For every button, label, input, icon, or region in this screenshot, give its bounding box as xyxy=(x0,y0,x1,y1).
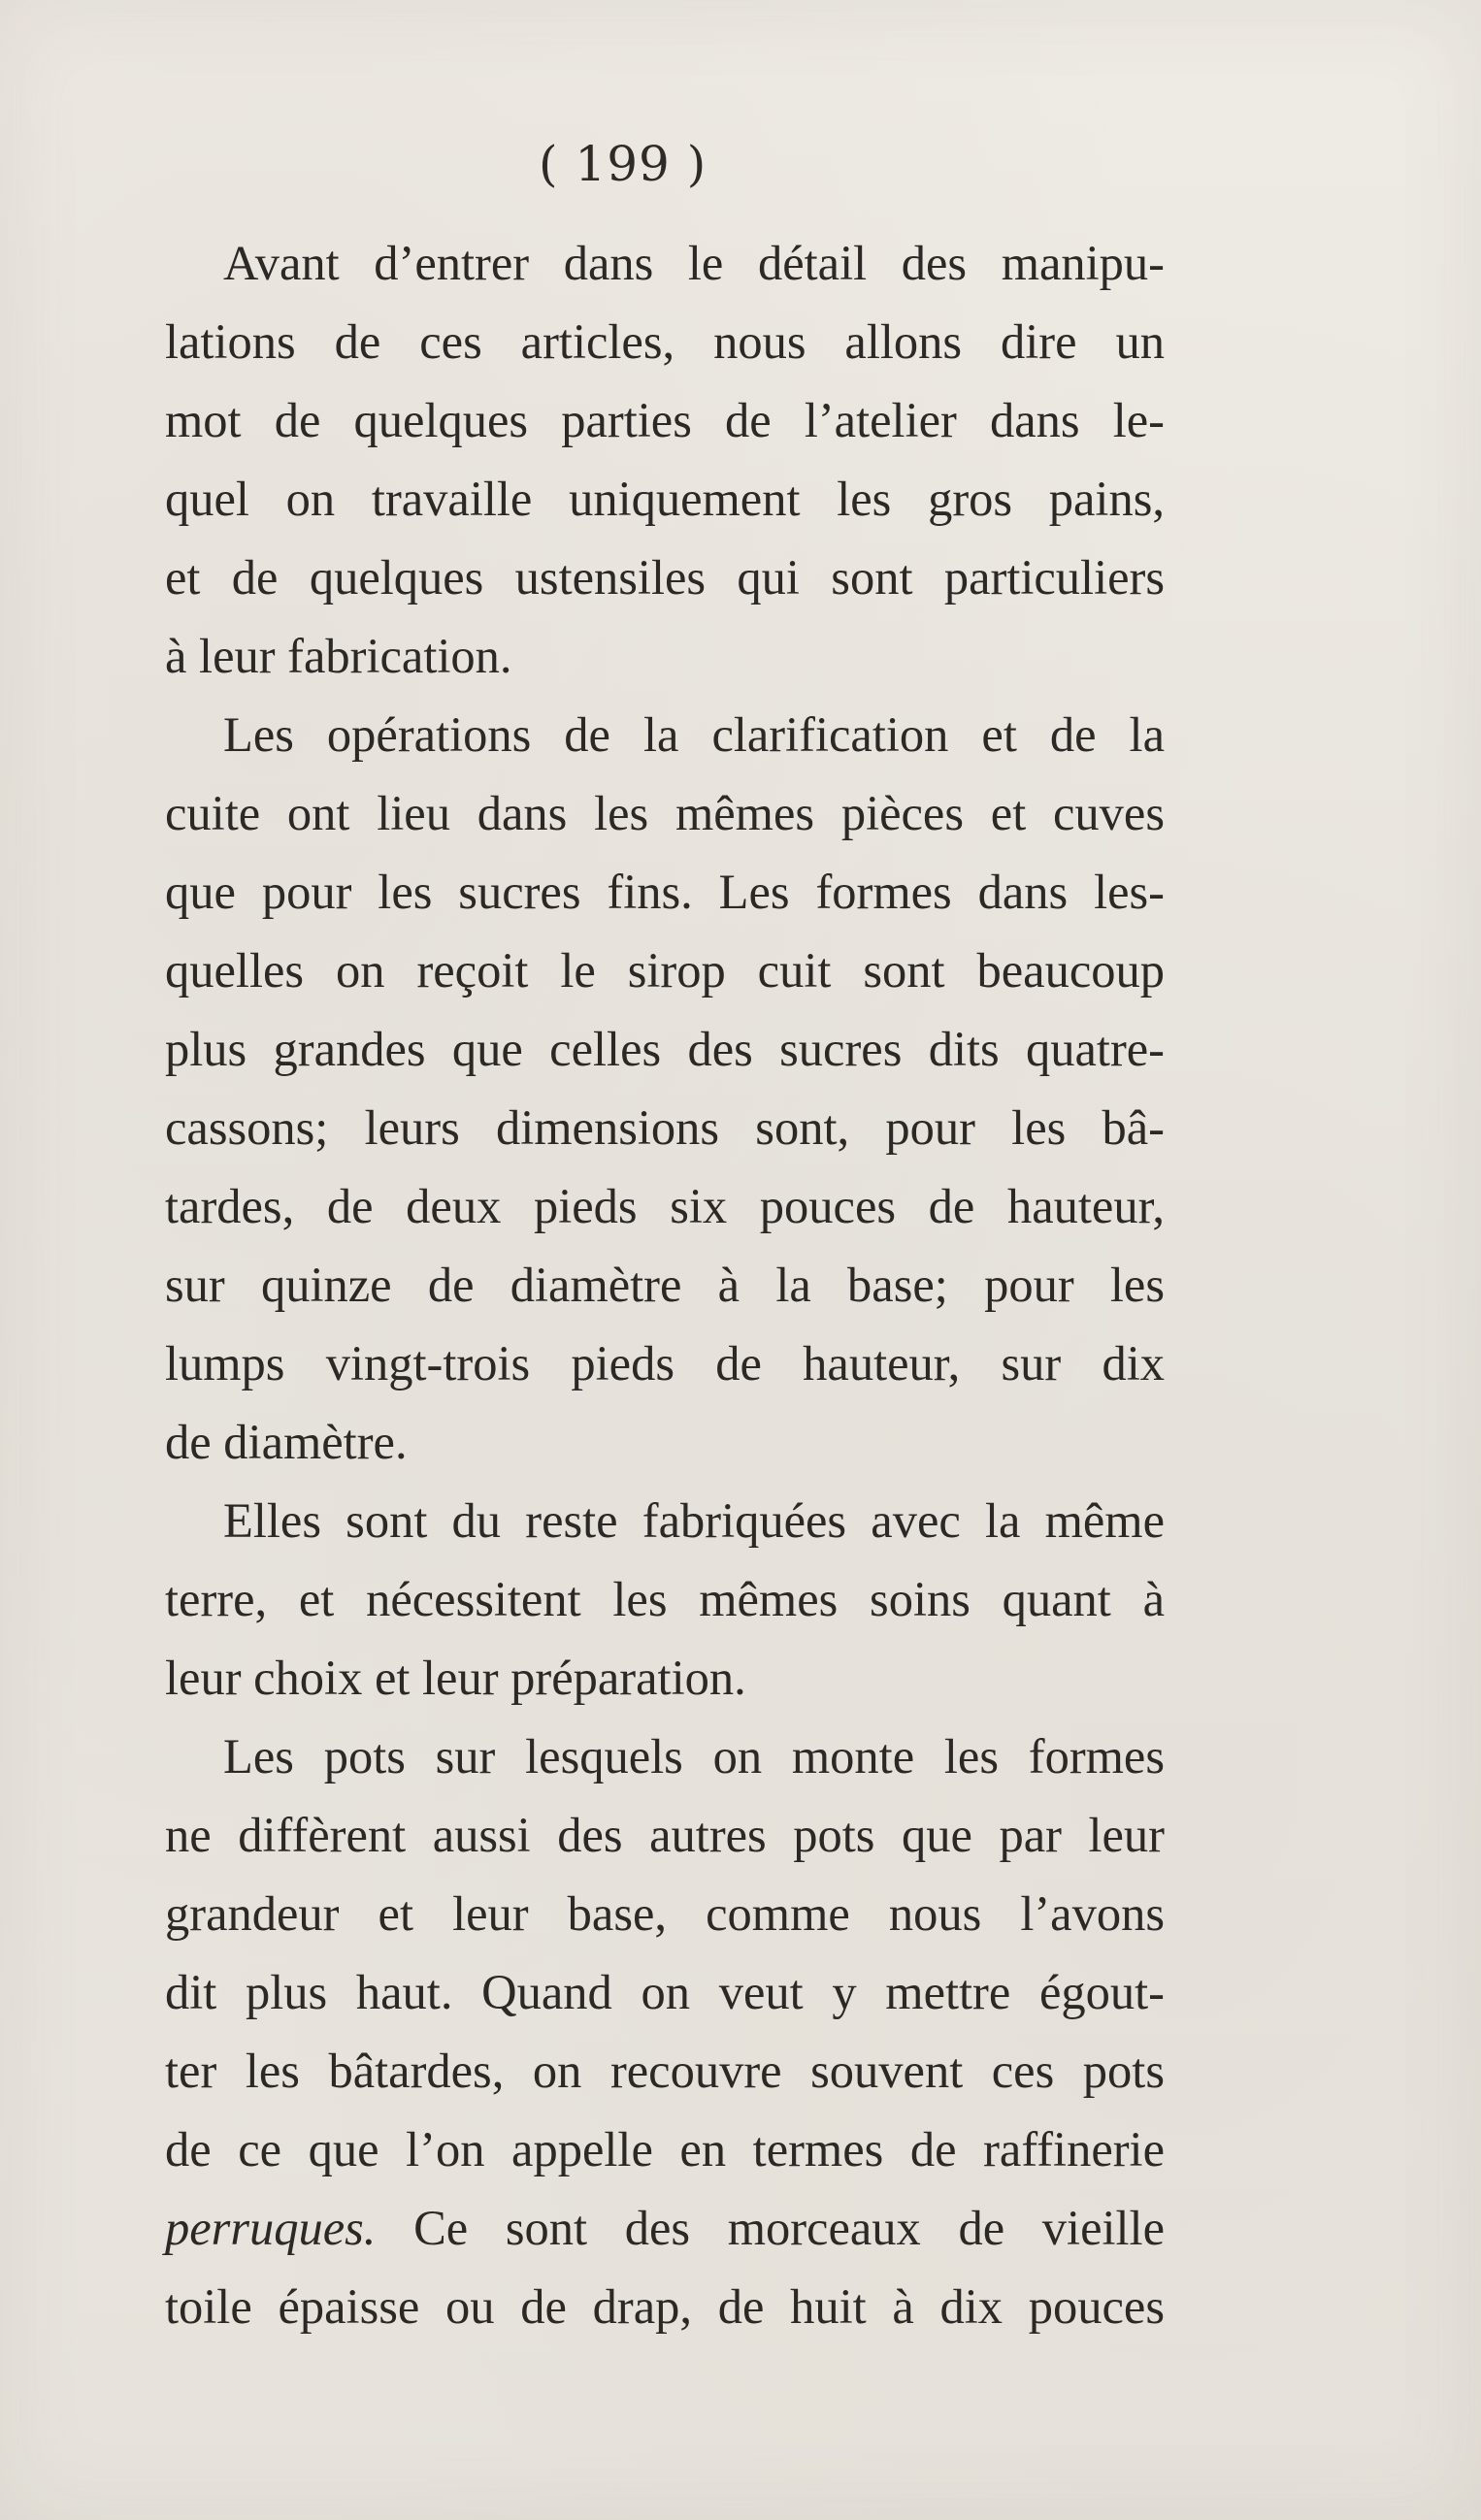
text-line: dit plus haut. Quand on veut y mettre égout- xyxy=(165,1965,1165,2019)
paragraph-1 xyxy=(107,224,1165,696)
text-line: de diamètre. xyxy=(165,1415,408,1469)
text-line: plus grandes que celles des sucres dits quatre- xyxy=(165,1022,1165,1076)
page-number: ( 199 ) xyxy=(539,136,708,192)
paragraph-3 xyxy=(107,1482,1165,1718)
text-line: lumps vingt-trois pieds de hauteur, sur dix xyxy=(165,1336,1165,1391)
paragraph-4 xyxy=(107,1718,1165,2346)
text-line: Elles sont du reste fabriquées avec la même xyxy=(223,1493,1165,1548)
italic-term: perruques. xyxy=(165,2201,377,2255)
text-line: mot de quelques parties de l’atelier dans le- xyxy=(165,393,1165,447)
paragraph-2 xyxy=(107,696,1165,1482)
text-line: quel on travaille uniquement les gros pains, xyxy=(165,472,1165,526)
text-line: grandeur et leur base, comme nous l’avons xyxy=(165,1886,1165,1941)
text-line: perruques. Ce sont des morceaux de vieille xyxy=(165,2201,1165,2255)
text-line: cuite ont lieu dans les mêmes pièces et cuves xyxy=(165,786,1165,840)
text-line: sur quinze de diamètre à la base; pour les xyxy=(165,1258,1165,1312)
text-line: toile épaisse ou de drap, de huit à dix pouces xyxy=(165,2279,1165,2334)
text-line: ne diffèrent aussi des autres pots que par leur xyxy=(165,1808,1165,1862)
text-line: terre, et nécessitent les mêmes soins quant à xyxy=(165,1572,1165,1626)
text-line: Avant d’entrer dans le détail des manipu- xyxy=(223,236,1165,290)
text-line: quelles on reçoit le sirop cuit sont beaucoup xyxy=(165,943,1165,998)
text-line: Les pots sur lesquels on monte les formes xyxy=(223,1729,1165,1784)
text-line: à leur fabrication. xyxy=(165,629,512,683)
body-text xyxy=(107,224,1165,2346)
text-line: lations de ces articles, nous allons dire un xyxy=(165,314,1165,369)
text-line: que pour les sucres fins. Les formes dans les- xyxy=(165,865,1165,919)
text-line: ter les bâtardes, on recouvre souvent ces pots xyxy=(165,2044,1165,2098)
text-line: Les opérations de la clarification et de la xyxy=(223,707,1165,762)
text-line: leur choix et leur préparation. xyxy=(165,1651,746,1705)
text-line: de ce que l’on appelle en termes de raffinerie xyxy=(165,2122,1165,2176)
text-line: cassons; leurs dimensions sont, pour les bâ- xyxy=(165,1100,1165,1155)
text-line: tardes, de deux pieds six pouces de hauteur, xyxy=(165,1179,1165,1233)
text-line: et de quelques ustensiles qui sont particuliers xyxy=(165,550,1165,605)
